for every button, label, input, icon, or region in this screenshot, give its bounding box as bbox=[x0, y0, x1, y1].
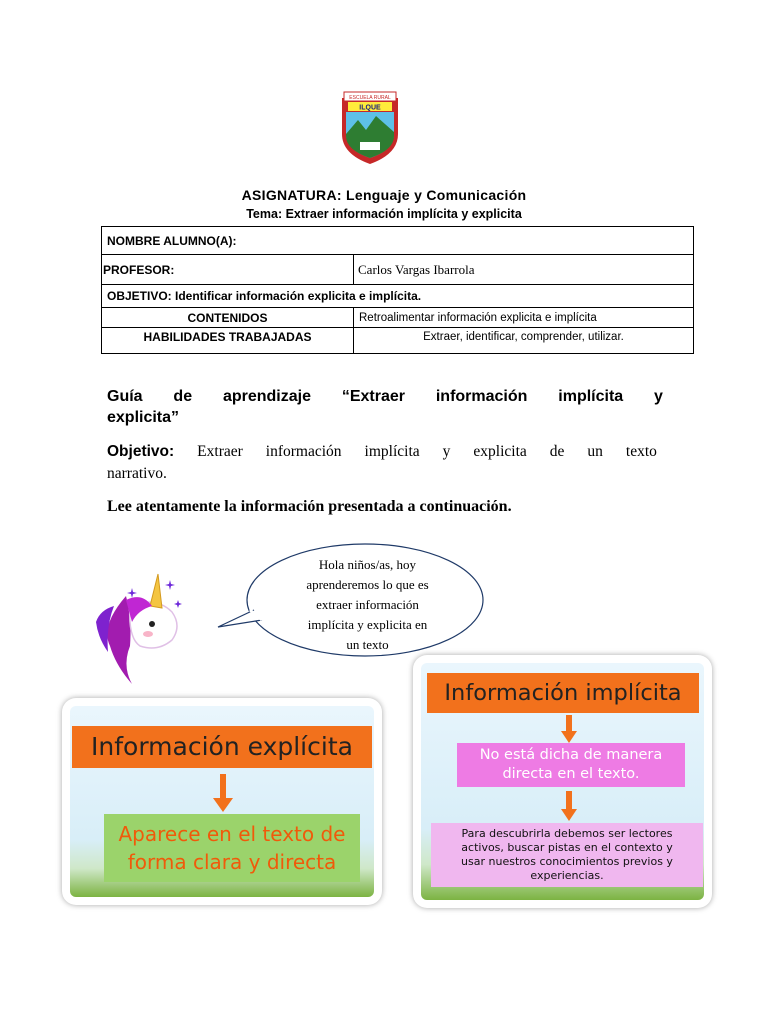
objective-word: de bbox=[549, 443, 565, 460]
guide-title bbox=[107, 386, 663, 428]
objective-word: información bbox=[265, 443, 342, 460]
implicit-card-scene bbox=[421, 663, 704, 900]
implicit-info-card bbox=[413, 655, 712, 908]
implicit-how-line: Para descubrirla debemos ser lectores bbox=[461, 827, 673, 840]
implicit-definition bbox=[457, 743, 685, 787]
objective-line2: narrativo. bbox=[107, 465, 167, 482]
guide-word: implícita bbox=[558, 388, 624, 405]
implicit-how-line: activos, buscar pistas en el contexto y bbox=[461, 841, 673, 854]
arrow-down-icon bbox=[561, 791, 577, 821]
bubble-line: implícita y explicita en bbox=[307, 617, 428, 632]
teacher-label: PROFESOR: bbox=[102, 255, 354, 285]
guide-word: “Extraer bbox=[341, 388, 405, 405]
student-name-label: NOMBRE ALUMNO(A): bbox=[102, 227, 694, 255]
student-info-table bbox=[101, 226, 694, 354]
page-subtitle: Tema: Extraer información implícita y explicita bbox=[246, 207, 522, 221]
explicit-line: Aparece en el texto de bbox=[118, 822, 346, 846]
unicorn-illustration bbox=[86, 566, 196, 686]
logo-name: ILQUE bbox=[359, 104, 381, 112]
implicit-how-line: experiencias. bbox=[530, 869, 604, 882]
bubble-line: extraer información bbox=[316, 597, 419, 612]
implicit-how-line: usar nuestros conocimientos previos y bbox=[461, 855, 673, 868]
implicit-line: No está dicha de manera bbox=[479, 747, 663, 763]
guide-word: de bbox=[173, 388, 193, 405]
page-title: ASIGNATURA: Lenguaje y Comunicación bbox=[241, 187, 527, 203]
objective-word: texto bbox=[625, 443, 657, 460]
bubble-line: Hola niños/as, hoy bbox=[318, 557, 417, 572]
skills-label: HABILIDADES TRABAJADAS bbox=[102, 328, 354, 354]
objective-paragraph bbox=[107, 441, 657, 485]
contents-label: CONTENIDOS bbox=[102, 308, 354, 328]
logo-top-text: ESCUELA RURAL bbox=[349, 95, 391, 101]
implicit-line: directa en el texto. bbox=[502, 766, 640, 782]
bubble-line: aprenderemos lo que es bbox=[306, 577, 429, 592]
explicit-line: forma clara y directa bbox=[127, 850, 337, 874]
contents-value: Retroalimentar información explicita e implícita bbox=[354, 308, 694, 328]
guide-title-line2: explicita” bbox=[107, 409, 180, 426]
bubble-line: un texto bbox=[346, 637, 389, 652]
guide-word: Guía bbox=[107, 388, 143, 405]
objective-label: Objetivo: bbox=[107, 443, 175, 460]
implicit-heading: Información implícita bbox=[427, 673, 699, 713]
explicit-heading: Información explícita bbox=[72, 726, 372, 768]
objective-word: un bbox=[587, 443, 603, 460]
implicit-how-to bbox=[431, 823, 703, 887]
objective-word: Extraer bbox=[197, 443, 243, 460]
arrow-down-icon bbox=[561, 715, 577, 743]
skills-value: Extraer, identificar, comprender, utilizar. bbox=[354, 328, 694, 354]
school-logo bbox=[338, 90, 402, 166]
guide-word: información bbox=[435, 388, 528, 405]
objective-word: implícita bbox=[364, 443, 420, 460]
speech-bubble-text bbox=[280, 555, 455, 655]
teacher-name: Carlos Vargas Ibarrola bbox=[354, 255, 694, 285]
arrow-down-icon bbox=[213, 774, 233, 812]
explicit-info-card bbox=[62, 698, 382, 905]
objective-word: explicita bbox=[473, 443, 527, 460]
objective-word: y bbox=[442, 443, 451, 460]
guide-word: y bbox=[654, 388, 663, 405]
explicit-card-scene bbox=[70, 706, 374, 897]
reading-instruction: Lee atentamente la información presentada a continuación. bbox=[107, 498, 512, 515]
explicit-definition bbox=[104, 814, 360, 882]
guide-word: aprendizaje bbox=[222, 388, 311, 405]
objective-row: OBJETIVO: Identificar información explicita e implícita. bbox=[102, 285, 694, 308]
